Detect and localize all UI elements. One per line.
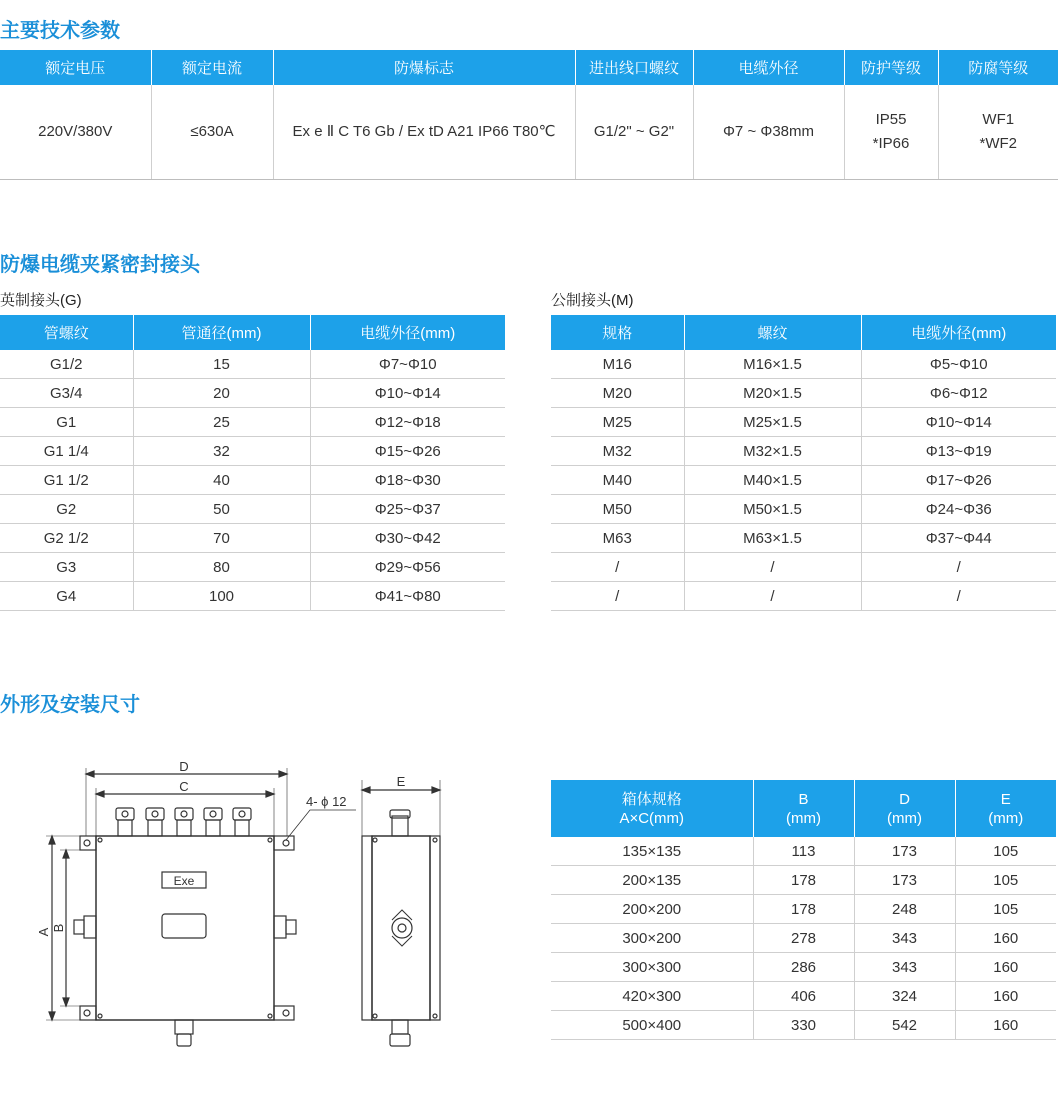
ex-marking-cell — [273, 85, 575, 180]
table-cell: G3/4 — [0, 379, 133, 408]
table-row — [551, 408, 1056, 437]
cable-diameter-cell — [693, 85, 844, 180]
rated-current-cell — [151, 85, 273, 180]
table-cell: / — [861, 582, 1056, 611]
table-row — [551, 866, 1056, 895]
table-cell: Φ24~Φ36 — [861, 495, 1056, 524]
table-cell: Φ12~Φ18 — [310, 408, 505, 437]
table-row — [551, 350, 1056, 379]
header-line: D — [899, 790, 910, 808]
header-cell: 管通径(mm) — [133, 315, 310, 350]
table-cell: Φ10~Φ14 — [861, 408, 1056, 437]
cell-line: *WF2 — [979, 135, 1017, 152]
hole-callout-label: 4- ϕ 12 — [306, 794, 347, 809]
table-cell: Φ30~Φ42 — [310, 524, 505, 553]
header-cell: 额定电流 — [151, 50, 273, 85]
table-row — [551, 582, 1056, 611]
header-cell — [854, 780, 955, 837]
table-row — [551, 495, 1056, 524]
table-row — [551, 437, 1056, 466]
header-cell — [955, 780, 1056, 837]
table-cell: 300×200 — [551, 924, 753, 953]
table-row — [551, 895, 1056, 924]
cell-line: Ex e Ⅱ C T6 Gb / Ex tD A21 IP66 T80℃ — [292, 123, 556, 140]
table-row — [551, 379, 1056, 408]
table-row — [551, 837, 1056, 866]
table-cell: G2 1/2 — [0, 524, 133, 553]
header-cell: 进出线口螺纹 — [575, 50, 693, 85]
table-cell: 160 — [955, 1011, 1056, 1040]
table-cell: 113 — [753, 837, 854, 866]
table-cell: 343 — [854, 924, 955, 953]
table-cell: M25×1.5 — [684, 408, 861, 437]
table-cell: 50 — [133, 495, 310, 524]
table-cell: 173 — [854, 866, 955, 895]
header-cell: 管螺纹 — [0, 315, 133, 350]
table-cell: 105 — [955, 895, 1056, 924]
table-cell: Φ18~Φ30 — [310, 466, 505, 495]
enclosure-side-view — [372, 836, 430, 1020]
viewing-window — [162, 914, 206, 938]
table-cell: M63 — [551, 524, 684, 553]
table-cell: 25 — [133, 408, 310, 437]
cell-line: G1/2" ~ G2" — [593, 123, 675, 140]
table-cell: 200×200 — [551, 895, 753, 924]
table-cell: Φ5~Φ10 — [861, 350, 1056, 379]
table-cell: / — [861, 553, 1056, 582]
header-line: (mm) — [988, 809, 1024, 827]
table-row — [0, 582, 505, 611]
table-cell: 20 — [133, 379, 310, 408]
header-line: (mm) — [887, 809, 922, 827]
dimensions-table — [551, 780, 1056, 1040]
dimension-label-d: D — [179, 759, 189, 774]
table-cell: G2 — [0, 495, 133, 524]
header-cell: 额定电压 — [0, 50, 151, 85]
table-cell: / — [551, 553, 684, 582]
table-cell: Φ29~Φ56 — [310, 553, 505, 582]
table-cell: 70 — [133, 524, 310, 553]
table-row — [0, 524, 505, 553]
table-cell: M20×1.5 — [684, 379, 861, 408]
table-cell: 420×300 — [551, 982, 753, 1011]
table-cell: 160 — [955, 924, 1056, 953]
table-cell: Φ41~Φ80 — [310, 582, 505, 611]
table-row — [551, 953, 1056, 982]
table-cell: 500×400 — [551, 1011, 753, 1040]
table-row — [0, 495, 505, 524]
table-cell: 343 — [854, 953, 955, 982]
table-cell: 542 — [854, 1011, 955, 1040]
table-row — [551, 924, 1056, 953]
header-line: E — [1000, 790, 1011, 808]
section-title-main-params: 主要技术参数 — [0, 20, 120, 42]
imperial-gland-table — [0, 315, 505, 611]
header-cell: 规格 — [551, 315, 684, 350]
table-cell: 32 — [133, 437, 310, 466]
header-line: (mm) — [786, 809, 821, 827]
table-cell: Φ15~Φ26 — [310, 437, 505, 466]
table-header-row — [551, 315, 1056, 350]
table-cell: 330 — [753, 1011, 854, 1040]
header-line: A×C(mm) — [619, 809, 685, 827]
table-cell: Φ25~Φ37 — [310, 495, 505, 524]
table-cell: G3 — [0, 553, 133, 582]
dimension-label-b: B — [51, 923, 66, 933]
table-cell: 200×135 — [551, 866, 753, 895]
table-cell: 160 — [955, 982, 1056, 1011]
table-cell: G1 — [0, 408, 133, 437]
table-cell: 105 — [955, 837, 1056, 866]
imperial-label: 英制接头(G) — [0, 292, 82, 309]
enclosure-front-view — [96, 836, 274, 1020]
table-cell: M16 — [551, 350, 684, 379]
header-cell: 电缆外径(mm) — [310, 315, 505, 350]
table-row — [0, 408, 505, 437]
cable-gland-icons — [116, 808, 251, 836]
header-cell: 防腐等级 — [938, 50, 1058, 85]
table-cell: / — [684, 553, 861, 582]
table-cell: G1 1/2 — [0, 466, 133, 495]
header-line: 箱体规格 — [621, 790, 682, 808]
section-title-dimensions: 外形及安装尺寸 — [0, 694, 140, 716]
protection-grade-cell — [844, 85, 938, 180]
table-cell: Φ13~Φ19 — [861, 437, 1056, 466]
dimension-label-e: E — [396, 774, 406, 789]
table-cell: 160 — [955, 953, 1056, 982]
header-cell: 电缆外径 — [693, 50, 844, 85]
table-cell: 173 — [854, 837, 955, 866]
table-header-row — [0, 315, 505, 350]
table-row — [0, 379, 505, 408]
rated-voltage-cell — [0, 85, 151, 180]
main-params-table — [0, 50, 1058, 180]
anticorrosion-grade-cell — [938, 85, 1058, 180]
cell-line: 220V/380V — [38, 123, 113, 140]
table-cell: Φ10~Φ14 — [310, 379, 505, 408]
table-row — [0, 350, 505, 379]
dimension-label-a: A — [36, 927, 51, 937]
thread-cell — [575, 85, 693, 180]
table-cell: 105 — [955, 866, 1056, 895]
table-row — [0, 553, 505, 582]
table-cell: / — [684, 582, 861, 611]
table-cell: 178 — [753, 866, 854, 895]
table-cell: 40 — [133, 466, 310, 495]
table-cell: M50×1.5 — [684, 495, 861, 524]
table-cell: 324 — [854, 982, 955, 1011]
header-cell: 防护等级 — [844, 50, 938, 85]
table-cell: G4 — [0, 582, 133, 611]
table-row — [0, 437, 505, 466]
table-cell: 178 — [753, 895, 854, 924]
table-row — [0, 85, 1058, 180]
table-cell: 135×135 — [551, 837, 753, 866]
table-cell: M32×1.5 — [684, 437, 861, 466]
table-header-row — [551, 780, 1056, 837]
table-cell: M20 — [551, 379, 684, 408]
cell-line: ≤630A — [190, 123, 234, 140]
enclosure-dimension-drawing — [30, 750, 470, 1060]
table-cell: M63×1.5 — [684, 524, 861, 553]
header-cell: 电缆外径(mm) — [861, 315, 1056, 350]
metric-label: 公制接头(M) — [551, 292, 634, 309]
table-cell: Φ6~Φ12 — [861, 379, 1056, 408]
table-row — [551, 466, 1056, 495]
table-cell: G1/2 — [0, 350, 133, 379]
cell-line: WF1 — [982, 111, 1015, 128]
header-line: B — [798, 790, 809, 808]
table-cell: 248 — [854, 895, 955, 924]
table-cell: 406 — [753, 982, 854, 1011]
header-cell: 防爆标志 — [273, 50, 575, 85]
table-row — [551, 982, 1056, 1011]
table-row — [0, 466, 505, 495]
table-cell: M25 — [551, 408, 684, 437]
table-cell: Φ17~Φ26 — [861, 466, 1056, 495]
metric-gland-table — [551, 315, 1056, 611]
table-row — [551, 553, 1056, 582]
table-cell: M32 — [551, 437, 684, 466]
table-cell: 15 — [133, 350, 310, 379]
table-cell: / — [551, 582, 684, 611]
table-cell: M40×1.5 — [684, 466, 861, 495]
table-header-row — [0, 50, 1058, 85]
table-cell: 278 — [753, 924, 854, 953]
cell-line: IP55 — [875, 111, 907, 128]
table-cell: M40 — [551, 466, 684, 495]
dimension-label-c: C — [179, 779, 189, 794]
table-row — [551, 1011, 1056, 1040]
header-cell — [753, 780, 854, 837]
table-cell: 80 — [133, 553, 310, 582]
table-cell: 100 — [133, 582, 310, 611]
header-cell: 螺纹 — [684, 315, 861, 350]
table-cell: M50 — [551, 495, 684, 524]
cell-line: Φ7 ~ Φ38mm — [722, 123, 815, 140]
header-cell — [551, 780, 753, 837]
table-row — [551, 524, 1056, 553]
table-cell: 300×300 — [551, 953, 753, 982]
table-cell: 286 — [753, 953, 854, 982]
nameplate-label: Exe — [173, 874, 195, 888]
section-title-cable-gland: 防爆电缆夹紧密封接头 — [0, 254, 200, 276]
table-cell: M16×1.5 — [684, 350, 861, 379]
table-cell: Φ37~Φ44 — [861, 524, 1056, 553]
table-cell: G1 1/4 — [0, 437, 133, 466]
table-cell: Φ7~Φ10 — [310, 350, 505, 379]
cell-line: *IP66 — [872, 135, 910, 152]
